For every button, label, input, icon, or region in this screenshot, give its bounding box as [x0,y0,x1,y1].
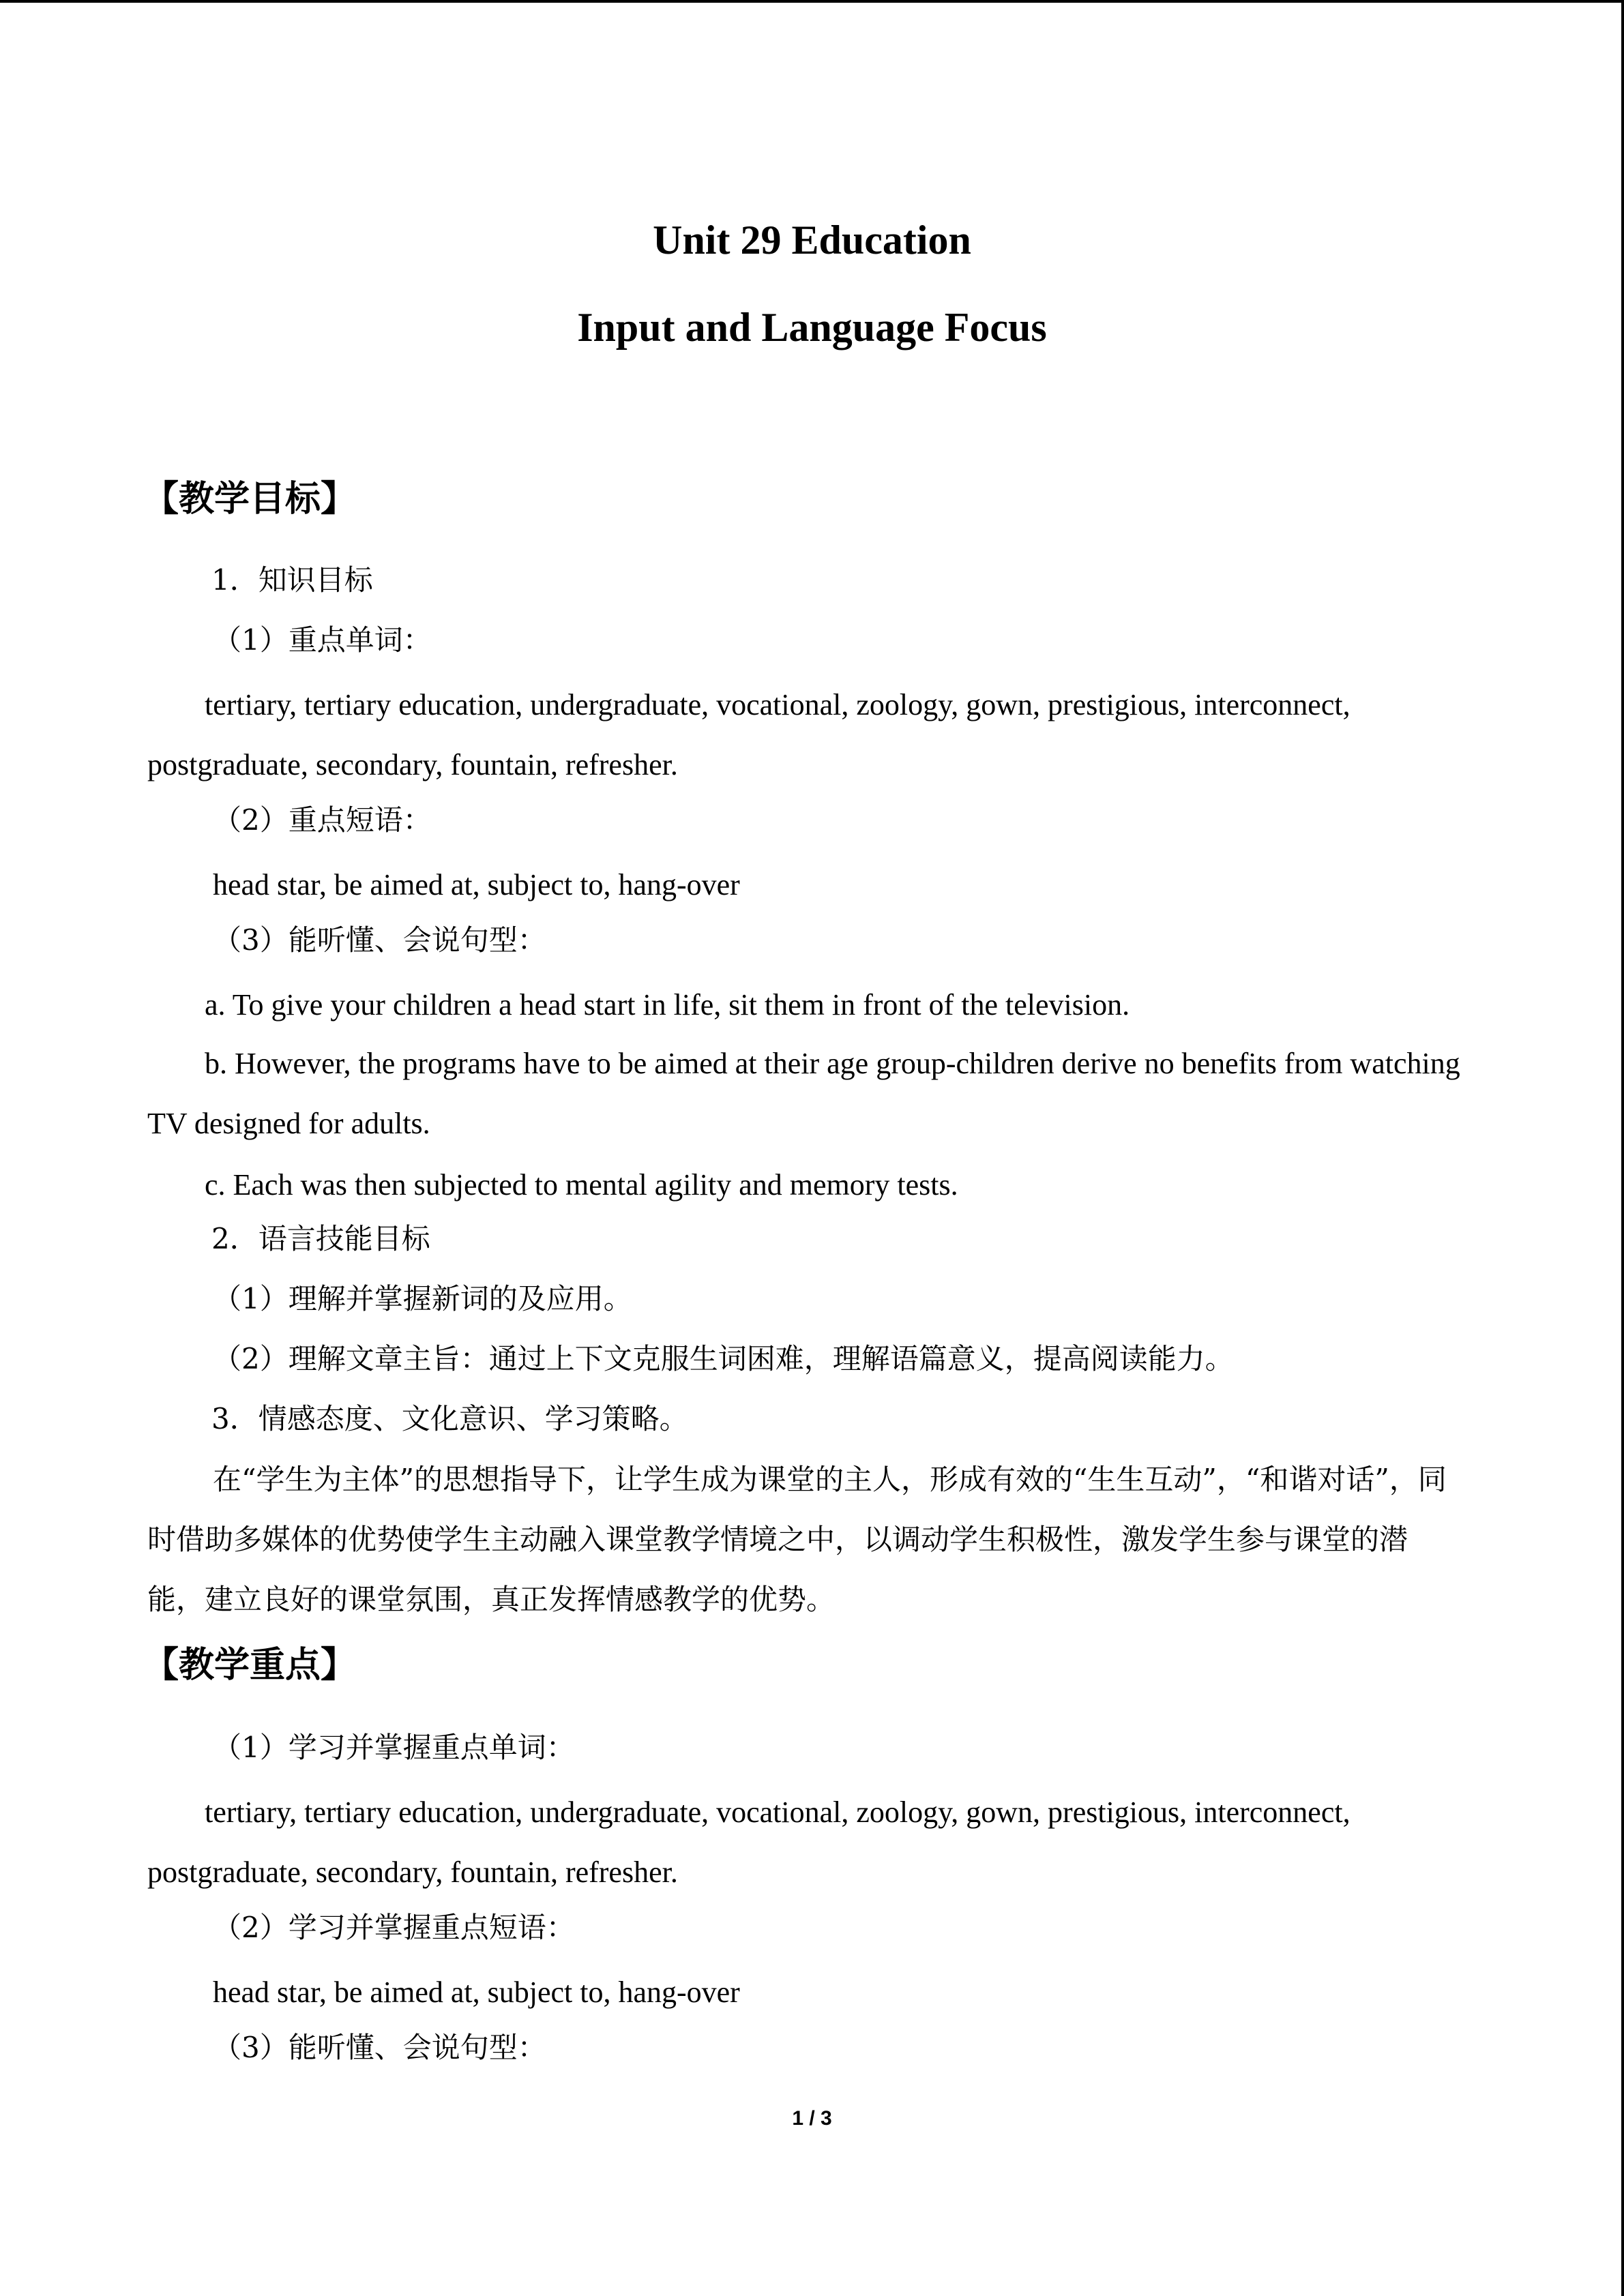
key-points-phrases-text: head star, be aimed at, subject to, hang-over [213,1976,740,2009]
skills-item-1: （1）理解并掌握新词的及应用。 [213,1282,632,1315]
sentence-patterns-label: （3）能听懂、会说句型： [213,923,546,957]
skills-objectives-heading: 2．语言技能目标 [211,1222,430,1255]
key-points-sentences-label: （3）能听懂、会说句型： [213,2031,546,2064]
document-title: Unit 29 Education [653,218,971,263]
page-top-border [0,0,1624,3]
key-words-text: tertiary, tertiary education, undergraduate, vocational, zoology, gown, prestigious, interconnect, postgraduate, secondary, fountain, refresher. [147,688,1350,781]
knowledge-objectives-heading: 1．知识目标 [211,563,373,597]
skills-item-2: （2）理解文章主旨：通过上下文克服生词困难，理解语篇意义，提高阅读能力。 [213,1342,1234,1375]
sentence-c: c. Each was then subjected to mental agility and memory tests. [205,1168,958,1202]
page-number: 1 / 3 [792,2107,832,2130]
attitude-text: 在“学生为主体”的思想指导下，让学生成为课堂的主人，形成有效的“生生互动”，“和谐对话”，同时借助多媒体的优势使学生主动融入课堂教学情境之中，以调动学生积极性，激发学生参与课堂的潜能，建立良好的课堂氛围，真正发挥情感教学的优势。 [147,1463,1447,1616]
sentence-b: b. However, the programs have to be aimed at their age group-children derive no benefits from watching TV designed for adults. [147,1047,1460,1140]
key-phrases-text: head star, be aimed at, subject to, hang-over [213,868,740,901]
key-points-words-text: tertiary, tertiary education, undergraduate, vocational, zoology, gown, prestigious, interconnect, postgraduate, secondary, fountain, refresher. [147,1795,1350,1889]
key-phrases-label: （2）重点短语： [213,803,432,837]
sentence-a: a. To give your children a head start in life, sit them in front of the television. [205,988,1130,1022]
key-points-heading: 【教学重点】 [143,1645,357,1686]
key-words-label: （1）重点单词： [213,623,432,657]
key-points-words-label: （1）学习并掌握重点单词： [213,1731,575,1764]
key-points-phrases-label: （2）学习并掌握重点短语： [213,1911,575,1944]
attitude-objectives-heading: 3．情感态度、文化意识、学习策略。 [211,1402,688,1435]
objectives-heading: 【教学目标】 [143,479,357,520]
document-subtitle: Input and Language Focus [577,305,1047,350]
